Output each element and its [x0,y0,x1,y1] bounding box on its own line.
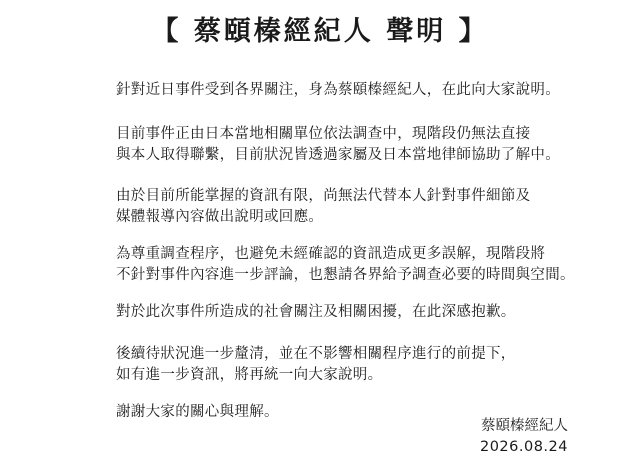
statement-title: 【 蔡頤榛經紀人 聲明 】 [151,16,489,47]
signature-date: 2026.08.24 [479,439,568,455]
paragraph-line: 媒體報導內容做出說明或回應。 [116,209,324,225]
paragraph-2 [116,124,586,166]
paragraph-6 [116,344,586,386]
paragraph-1 [116,80,586,101]
paragraph-4 [116,244,586,286]
paragraph-line: 後續待狀況進一步釐清，並在不影響相關程序進行的前提下， [116,346,516,362]
paragraph-line: 如有進一步資訊，將再統一向大家說明。 [116,367,383,383]
paragraph-line: 對於此次事件所造成的社會關注及相關困擾，在此深感抱歉。 [116,304,516,320]
paragraph-line: 與本人取得聯繫，目前狀況皆透過家屬及日本當地律師協助了解中。 [116,147,560,163]
paragraph-line: 謝謝大家的關心與理解。 [116,404,279,420]
paragraph-line: 不針對事件內容進一步評論，也懇請各界給予調查必要的時間與空間。 [116,267,575,283]
paragraph-line: 目前事件正由日本當地相關單位依法調查中，現階段仍無法直接 [116,126,531,142]
paragraph-line: 針對近日事件受到各界關注，身為蔡頤榛經紀人，在此向大家說明。 [116,82,560,98]
paragraph-line: 為尊重調查程序，也避免未經確認的資訊造成更多誤解，現階段將 [116,246,546,262]
paragraph-3 [116,186,586,228]
signature-block [480,416,568,458]
paragraph-line: 由於目前所能掌握的資訊有限，尚無法代替本人針對事件細節及 [116,188,531,204]
signature-name: 蔡頤榛經紀人 [481,418,568,434]
paragraph-5 [116,302,586,323]
